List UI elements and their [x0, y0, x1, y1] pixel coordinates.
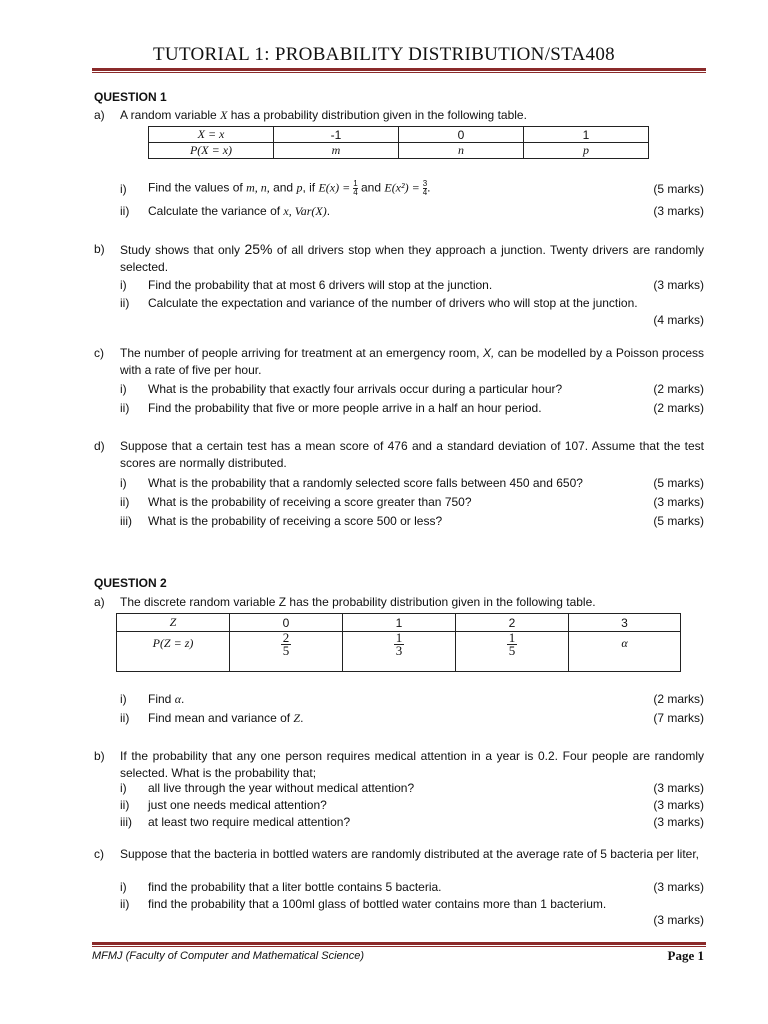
q1a-intro: A random variable X has a probability distribution given in the following table.	[120, 108, 527, 122]
table-cell: 0	[399, 127, 524, 143]
q1d-intro: Suppose that a certain test has a mean score of 476 and a standard deviation of 107. Assume that the test scores are normally distributed.	[120, 439, 704, 470]
q1d-ii-marks: (3 marks)	[653, 495, 704, 509]
q2c-ii-label: ii)	[120, 897, 130, 911]
q2c-label: c)	[94, 847, 104, 861]
q2a-ii-label: ii)	[120, 711, 130, 725]
q2c-i-marks: (3 marks)	[653, 880, 704, 894]
q1c-ii-text: Find the probability that five or more people arrive in a half an hour period.	[148, 401, 542, 415]
q1b-ii-label: ii)	[120, 296, 130, 310]
q1a-i-text: Find the values of m, n, and p, if E(x) = $\frac{1}{4}$ and E(x²) = $\frac{3}{4}$ .	[148, 179, 431, 197]
table-cell: n	[399, 143, 524, 159]
q1d-ii-text: What is the probability of receiving a score greater than 750?	[148, 495, 472, 509]
table-cell: X = x	[149, 127, 274, 143]
q1a-ii-label: ii)	[120, 204, 130, 218]
q1b-i-label: i)	[120, 278, 127, 292]
q1c-ii-label: ii)	[120, 401, 130, 415]
q2b-iii-label: iii)	[120, 815, 132, 829]
table-cell: $\frac{1}{5}$	[456, 632, 569, 672]
q1c-label: c)	[94, 346, 104, 360]
q2b-i-text: all live through the year without medical attention?	[148, 781, 415, 795]
q1d-i-label: i)	[120, 476, 127, 490]
q1c-i-text: What is the probability that exactly four arrivals occur during a particular hour?	[148, 382, 563, 396]
q2-distribution-table	[116, 613, 681, 672]
q1-distribution-table	[148, 126, 649, 159]
q2c-ii-marks: (3 marks)	[653, 913, 704, 927]
table-cell: 1	[524, 127, 649, 143]
table-cell: $\frac{1}{3}$	[343, 632, 456, 672]
table-cell: α	[569, 632, 681, 672]
q2a-label: a)	[94, 595, 105, 609]
table-cell: m	[274, 143, 399, 159]
q1d-iii-marks: (5 marks)	[653, 514, 704, 528]
table-cell: -1	[274, 127, 399, 143]
q1d-iii-text: What is the probability of receiving a score 500 or less?	[148, 514, 443, 528]
table-cell: P(X = x)	[149, 143, 274, 159]
q2b-iii-marks: (3 marks)	[653, 815, 704, 829]
table-cell: 3	[569, 614, 681, 632]
q2c-i-text: find the probability that a liter bottle contains 5 bacteria.	[148, 880, 442, 894]
q1b-label: b)	[94, 242, 105, 256]
q2a-intro: The discrete random variable Z has the probability distribution given in the following table.	[120, 595, 596, 609]
q1d-i-marks: (5 marks)	[653, 476, 704, 490]
question-2-heading: QUESTION 2	[94, 576, 167, 590]
q1a-label: a)	[94, 108, 105, 122]
table-cell: p	[524, 143, 649, 159]
q1b-i-marks: (3 marks)	[653, 278, 704, 292]
q1d-ii-label: ii)	[120, 495, 130, 509]
q2b-ii-marks: (3 marks)	[653, 798, 704, 812]
table-cell: 1	[343, 614, 456, 632]
q2c-intro: Suppose that the bacteria in bottled waters are randomly distributed at the average rate of 5 bacteria per liter,	[120, 847, 700, 861]
table-cell: Z	[117, 614, 230, 632]
q2b-ii-text: just one needs medical attention?	[148, 798, 327, 812]
footer-rule	[92, 942, 706, 945]
header-rule	[92, 68, 706, 71]
q2a-i-label: i)	[120, 692, 127, 706]
footer-rule-thin	[92, 946, 706, 947]
q1b-i-text: Find the probability that at most 6 drivers will stop at the junction.	[148, 278, 493, 292]
q1b-intro: Study shows that only 25% of all drivers stop when they approach a junction. Twenty drivers are randomly selected.	[120, 241, 704, 274]
q1a-ii-marks: (3 marks)	[653, 204, 704, 218]
q2b-intro: If the probability that any one person requires medical attention in a year is 0.2. Four people are randomly selected. What is the probability that;	[120, 749, 704, 780]
q1c-ii-marks: (2 marks)	[653, 401, 704, 415]
page-title: TUTORIAL 1: PROBABILITY DISTRIBUTION/STA408	[153, 44, 615, 65]
question-1-heading: QUESTION 1	[94, 90, 167, 104]
q1d-label: d)	[94, 439, 105, 453]
q1b-ii-text: Calculate the expectation and variance of the number of drivers who will stop at the junction.	[148, 296, 638, 310]
table-cell: 2	[456, 614, 569, 632]
q1a-i-label: i)	[120, 182, 127, 196]
q2a-i-marks: (2 marks)	[653, 692, 704, 706]
header-rule-thin	[92, 72, 706, 73]
page-number: Page 1	[667, 948, 704, 963]
q2b-i-label: i)	[120, 781, 127, 795]
q1d-i-text: What is the probability that a randomly selected score falls between 450 and 650?	[148, 476, 583, 490]
q1d-iii-label: iii)	[120, 514, 132, 528]
q2c-i-label: i)	[120, 880, 127, 894]
q2c-ii-text: find the probability that a 100ml glass of bottled water contains more than 1 bacterium.	[148, 897, 607, 911]
q1c-intro: The number of people arriving for treatment at an emergency room, X, can be modelled by a Poisson process with a rate of five per hour.	[120, 346, 704, 377]
q2b-i-marks: (3 marks)	[653, 781, 704, 795]
q1a-ii-text: Calculate the variance of x, Var(X).	[148, 204, 331, 218]
q2b-ii-label: ii)	[120, 798, 130, 812]
q2b-iii-text: at least two require medical attention?	[148, 815, 351, 829]
q1a-i-marks: (5 marks)	[653, 182, 704, 196]
q1c-i-marks: (2 marks)	[653, 382, 704, 396]
table-cell: 0	[230, 614, 343, 632]
q2a-ii-text: Find mean and variance of Z.	[148, 711, 304, 725]
table-cell: $\frac{2}{5}$	[230, 632, 343, 672]
footer-faculty: MFMJ (Faculty of Computer and Mathematical Science)	[92, 950, 365, 962]
q2b-label: b)	[94, 749, 105, 763]
q1b-ii-marks: (4 marks)	[653, 313, 704, 327]
q2a-ii-marks: (7 marks)	[653, 711, 704, 725]
q1c-i-label: i)	[120, 382, 127, 396]
q2a-i-text: Find α.	[148, 692, 185, 706]
table-cell: P(Z = z)	[117, 632, 230, 672]
